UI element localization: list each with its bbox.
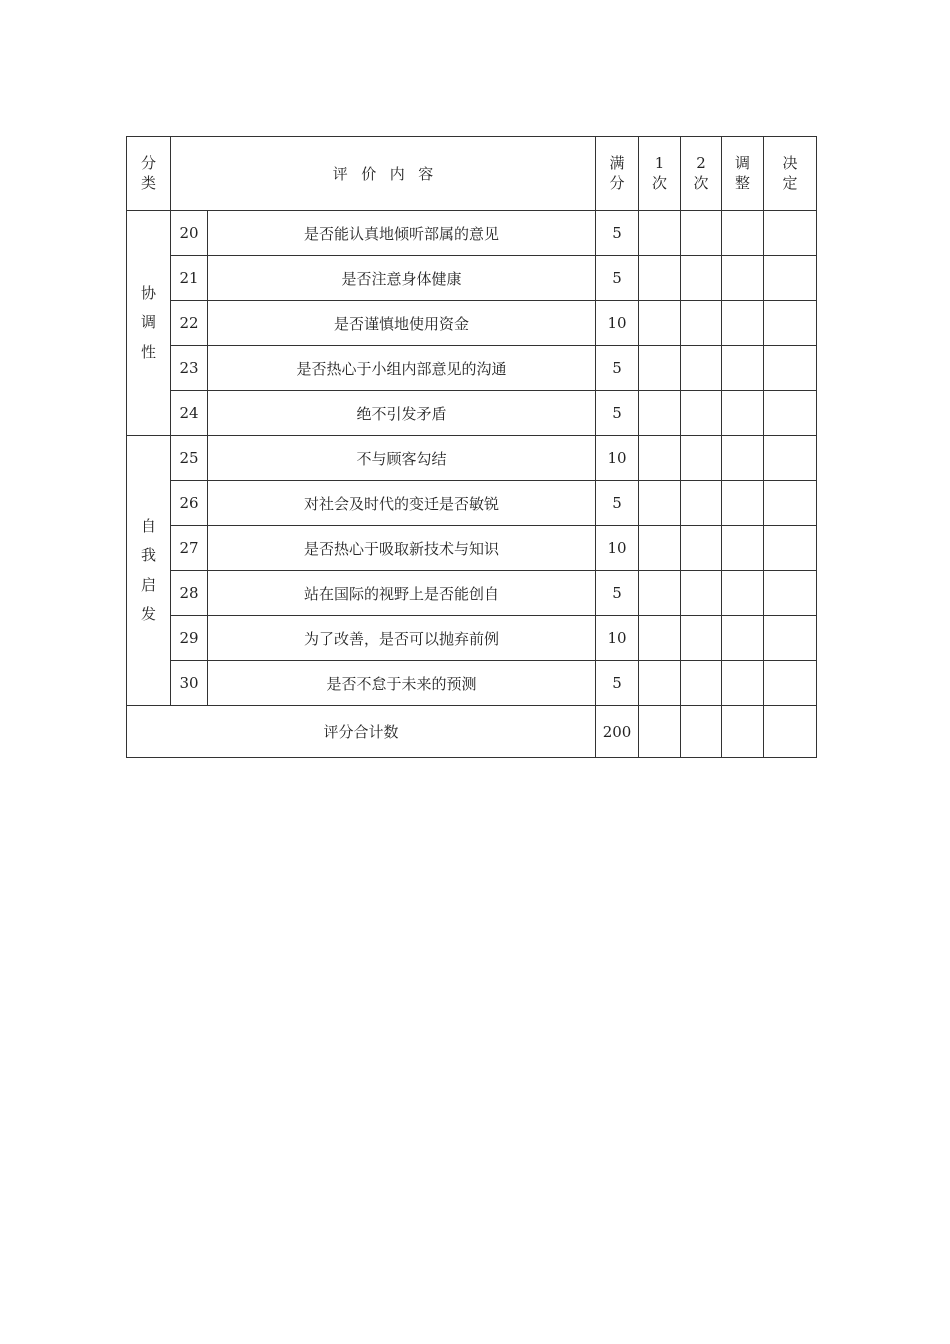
full-score-cell: 5 — [596, 346, 639, 391]
item-number: 22 — [171, 301, 208, 346]
category-label: 自我启发 — [140, 517, 156, 623]
second-score-cell[interactable] — [681, 391, 722, 436]
decide-score-cell[interactable] — [764, 256, 817, 301]
decide-score-cell[interactable] — [764, 346, 817, 391]
decide-score-cell[interactable] — [764, 616, 817, 661]
adjust-score-cell[interactable] — [722, 211, 764, 256]
decide-score-cell[interactable] — [764, 481, 817, 526]
second-score-cell[interactable] — [681, 346, 722, 391]
item-number: 23 — [171, 346, 208, 391]
item-text: 是否不怠于未来的预测 — [208, 661, 596, 706]
adjust-score-cell[interactable] — [722, 301, 764, 346]
first-score-cell[interactable] — [639, 346, 681, 391]
first-score-cell[interactable] — [639, 436, 681, 481]
total-label: 评分合计数 — [127, 706, 596, 758]
table-row — [127, 526, 817, 571]
item-number: 26 — [171, 481, 208, 526]
table-row — [127, 346, 817, 391]
full-score-cell: 10 — [596, 616, 639, 661]
adjust-score-cell[interactable] — [722, 391, 764, 436]
item-text: 是否注意身体健康 — [208, 256, 596, 301]
table-row — [127, 481, 817, 526]
second-score-cell[interactable] — [681, 526, 722, 571]
second-score-cell[interactable] — [681, 571, 722, 616]
decide-score-cell[interactable] — [764, 211, 817, 256]
item-number: 30 — [171, 661, 208, 706]
header-decide: 决定 — [764, 137, 817, 211]
second-score-cell[interactable] — [681, 256, 722, 301]
table-row — [127, 436, 817, 481]
decide-score-cell[interactable] — [764, 301, 817, 346]
header-category: 分类 — [127, 137, 171, 211]
full-score-cell: 5 — [596, 391, 639, 436]
table-row — [127, 391, 817, 436]
table-row — [127, 211, 817, 256]
adjust-score-cell[interactable] — [722, 436, 764, 481]
item-number: 27 — [171, 526, 208, 571]
first-score-cell[interactable] — [639, 571, 681, 616]
adjust-score-cell[interactable] — [722, 661, 764, 706]
second-score-cell[interactable] — [681, 211, 722, 256]
item-number: 29 — [171, 616, 208, 661]
header-second: 2次 — [681, 137, 722, 211]
adjust-score-cell[interactable] — [722, 256, 764, 301]
item-number: 25 — [171, 436, 208, 481]
item-text: 对社会及时代的变迁是否敏锐 — [208, 481, 596, 526]
full-score-cell: 5 — [596, 661, 639, 706]
table-row — [127, 301, 817, 346]
total-row — [127, 706, 817, 758]
item-number: 21 — [171, 256, 208, 301]
total-adjust-cell[interactable] — [722, 706, 764, 758]
full-score-cell: 5 — [596, 571, 639, 616]
item-text: 是否热心于吸取新技术与知识 — [208, 526, 596, 571]
adjust-score-cell[interactable] — [722, 571, 764, 616]
decide-score-cell[interactable] — [764, 661, 817, 706]
header-first: 1次 — [639, 137, 681, 211]
evaluation-table — [126, 136, 817, 758]
item-text: 为了改善，是否可以抛弃前例 — [208, 616, 596, 661]
header-full-score: 满分 — [596, 137, 639, 211]
item-text: 是否能认真地倾听部属的意见 — [208, 211, 596, 256]
item-number: 24 — [171, 391, 208, 436]
first-score-cell[interactable] — [639, 526, 681, 571]
first-score-cell[interactable] — [639, 256, 681, 301]
second-score-cell[interactable] — [681, 661, 722, 706]
decide-score-cell[interactable] — [764, 526, 817, 571]
second-score-cell[interactable] — [681, 616, 722, 661]
decide-score-cell[interactable] — [764, 391, 817, 436]
total-second-cell[interactable] — [681, 706, 722, 758]
full-score-cell: 5 — [596, 256, 639, 301]
item-text: 不与顾客勾结 — [208, 436, 596, 481]
item-text: 是否谨慎地使用资金 — [208, 301, 596, 346]
first-score-cell[interactable] — [639, 301, 681, 346]
item-number: 20 — [171, 211, 208, 256]
decide-score-cell[interactable] — [764, 436, 817, 481]
first-score-cell[interactable] — [639, 481, 681, 526]
item-text: 绝不引发矛盾 — [208, 391, 596, 436]
second-score-cell[interactable] — [681, 481, 722, 526]
category-cell — [127, 211, 171, 436]
item-text: 是否热心于小组内部意见的沟通 — [208, 346, 596, 391]
adjust-score-cell[interactable] — [722, 526, 764, 571]
header-adjust: 调整 — [722, 137, 764, 211]
first-score-cell[interactable] — [639, 211, 681, 256]
adjust-score-cell[interactable] — [722, 481, 764, 526]
category-cell — [127, 436, 171, 706]
first-score-cell[interactable] — [639, 391, 681, 436]
full-score-cell: 5 — [596, 211, 639, 256]
adjust-score-cell[interactable] — [722, 616, 764, 661]
full-score-cell: 10 — [596, 436, 639, 481]
table-row — [127, 616, 817, 661]
item-number: 28 — [171, 571, 208, 616]
second-score-cell[interactable] — [681, 436, 722, 481]
adjust-score-cell[interactable] — [722, 346, 764, 391]
full-score-cell: 10 — [596, 526, 639, 571]
second-score-cell[interactable] — [681, 301, 722, 346]
decide-score-cell[interactable] — [764, 571, 817, 616]
first-score-cell[interactable] — [639, 661, 681, 706]
category-label: 协调性 — [140, 284, 156, 361]
total-decide-cell[interactable] — [764, 706, 817, 758]
table-row — [127, 661, 817, 706]
table-row — [127, 256, 817, 301]
header-row — [127, 137, 817, 211]
table-row — [127, 571, 817, 616]
item-text: 站在国际的视野上是否能创自 — [208, 571, 596, 616]
total-score: 200 — [596, 706, 639, 758]
full-score-cell: 5 — [596, 481, 639, 526]
full-score-cell: 10 — [596, 301, 639, 346]
header-content: 评价内容 — [171, 137, 596, 211]
total-first-cell[interactable] — [639, 706, 681, 758]
first-score-cell[interactable] — [639, 616, 681, 661]
